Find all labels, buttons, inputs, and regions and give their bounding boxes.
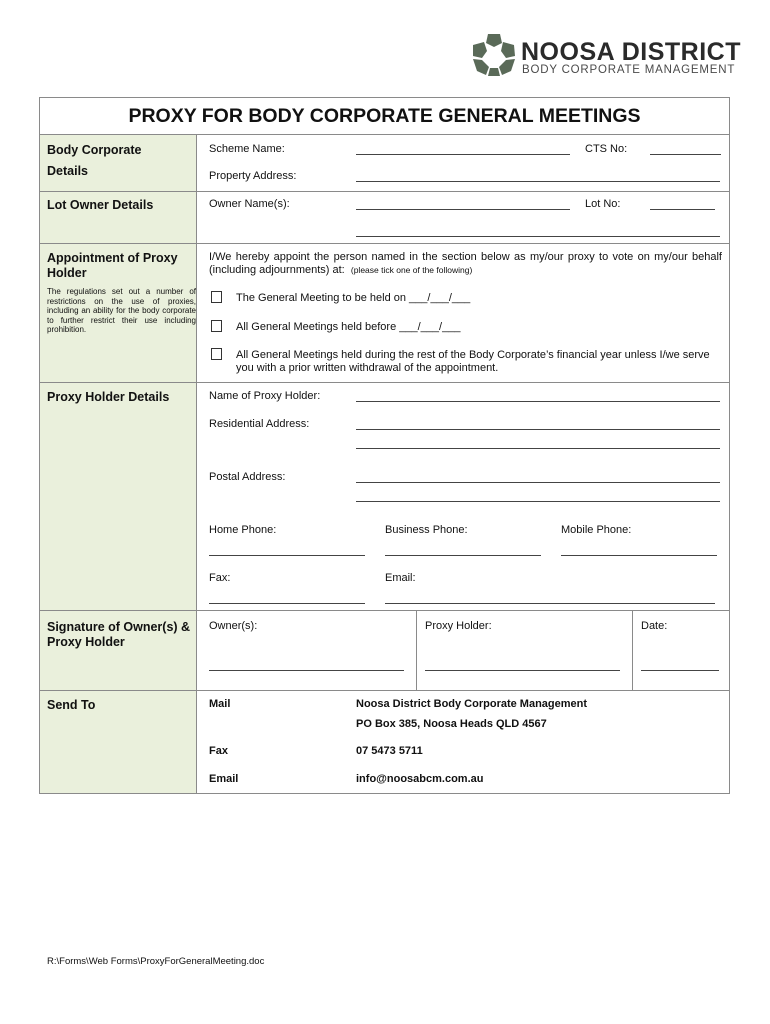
option-2-label: All General Meetings held before ___/___/___ (236, 321, 461, 333)
lot-no-field[interactable] (650, 209, 715, 210)
section-label-body-corporate: Body Corporate (47, 143, 142, 157)
owner-names-field[interactable] (356, 209, 570, 210)
section-label-signature: Signature of Owner(s) & Proxy Holder (47, 620, 191, 649)
cts-no-label: CTS No: (585, 143, 628, 155)
divider (40, 382, 729, 383)
option-3-label: All General Meetings held during the rest of the Body Corporate’s financial year unless I/we serve you with a prior written withdrawal of the appointment. (236, 349, 710, 374)
option-2-checkbox[interactable] (211, 320, 222, 332)
lot-no-label: Lot No: (585, 198, 621, 210)
section-label-proxy-holder: Proxy Holder Details (47, 390, 170, 404)
document-path: R:\Forms\Web Forms\ProxyForGeneralMeeting.doc (47, 956, 265, 967)
divider (40, 610, 729, 611)
postal-address-field-2[interactable] (356, 501, 720, 502)
property-address-field[interactable] (356, 181, 720, 182)
mobile-phone-label: Mobile Phone: (561, 524, 632, 536)
section-label-details: Details (47, 164, 88, 178)
fax-field[interactable] (209, 603, 365, 604)
mail-line-2: PO Box 385, Noosa Heads QLD 4567 (356, 718, 547, 730)
business-phone-label: Business Phone: (385, 524, 468, 536)
scheme-name-label: Scheme Name: (209, 143, 285, 155)
option-1-checkbox[interactable] (211, 291, 222, 303)
logo-name: NOOSA DISTRICT (521, 38, 741, 66)
postal-address-field[interactable] (356, 482, 720, 483)
logo-tagline: BODY CORPORATE MANAGEMENT (522, 64, 736, 76)
proxy-name-label: Name of Proxy Holder: (209, 390, 321, 402)
tick-hint: (please tick one of the following) (350, 265, 473, 275)
proxy-name-field[interactable] (356, 401, 720, 402)
signature-divider (632, 611, 633, 690)
mail-line-1: Noosa District Body Corporate Management (356, 698, 588, 710)
section-label-lot-owner: Lot Owner Details (47, 198, 154, 212)
business-phone-field[interactable] (385, 555, 541, 556)
section-label-send-to: Send To (47, 698, 96, 712)
section-label-appointment: Appointment of Proxy Holder (47, 251, 178, 280)
section-label-column (40, 135, 197, 793)
cts-no-field[interactable] (650, 154, 721, 155)
date-field[interactable] (641, 670, 719, 671)
email-send-label: Email (209, 773, 239, 785)
divider (40, 191, 729, 192)
scheme-name-field[interactable] (356, 154, 570, 155)
option-1-label: The General Meeting to be held on ___/___/___ (236, 292, 471, 304)
divider (40, 243, 729, 244)
email-label: Email: (385, 572, 416, 584)
appointment-intro-text: I/We hereby appoint the person named in the section below as my/our proxy to vote on my/our behalf (including adjournments) at: (209, 251, 722, 276)
date-label: Date: (641, 620, 668, 632)
home-phone-label: Home Phone: (209, 524, 277, 536)
signature-divider (416, 611, 417, 690)
appointment-intro (209, 251, 722, 277)
email-address[interactable]: info@noosabcm.com.au (356, 773, 484, 785)
home-phone-field[interactable] (209, 555, 365, 556)
email-field[interactable] (385, 603, 715, 604)
logo-flower-icon (470, 33, 518, 77)
postal-address-label: Postal Address: (209, 471, 286, 483)
owner-names-label: Owner Name(s): (209, 198, 290, 210)
residential-address-field-2[interactable] (356, 448, 720, 449)
fax-number: 07 5473 5711 (356, 745, 423, 757)
owners-signature-label: Owner(s): (209, 620, 258, 632)
option-3-checkbox[interactable] (211, 348, 222, 360)
proxy-holder-signature-label: Proxy Holder: (425, 620, 492, 632)
residential-address-label: Residential Address: (209, 418, 310, 430)
fax-label: Fax: (209, 572, 231, 584)
proxy-holder-signature-field[interactable] (425, 670, 620, 671)
residential-address-field[interactable] (356, 429, 720, 430)
mobile-phone-field[interactable] (561, 555, 717, 556)
mail-label: Mail (209, 698, 231, 710)
property-address-label: Property Address: (209, 170, 297, 182)
owner-names-field-2[interactable] (356, 236, 720, 237)
owners-signature-field[interactable] (209, 670, 404, 671)
divider (40, 690, 729, 691)
form-title: PROXY FOR BODY CORPORATE GENERAL MEETINGS (39, 97, 730, 135)
fax-send-label: Fax (209, 745, 228, 757)
restrictions-note: The regulations set out a number of restrictions on the use of proxies, including an ability for the body corporate to further restrict their use including prohibition. (47, 287, 196, 335)
